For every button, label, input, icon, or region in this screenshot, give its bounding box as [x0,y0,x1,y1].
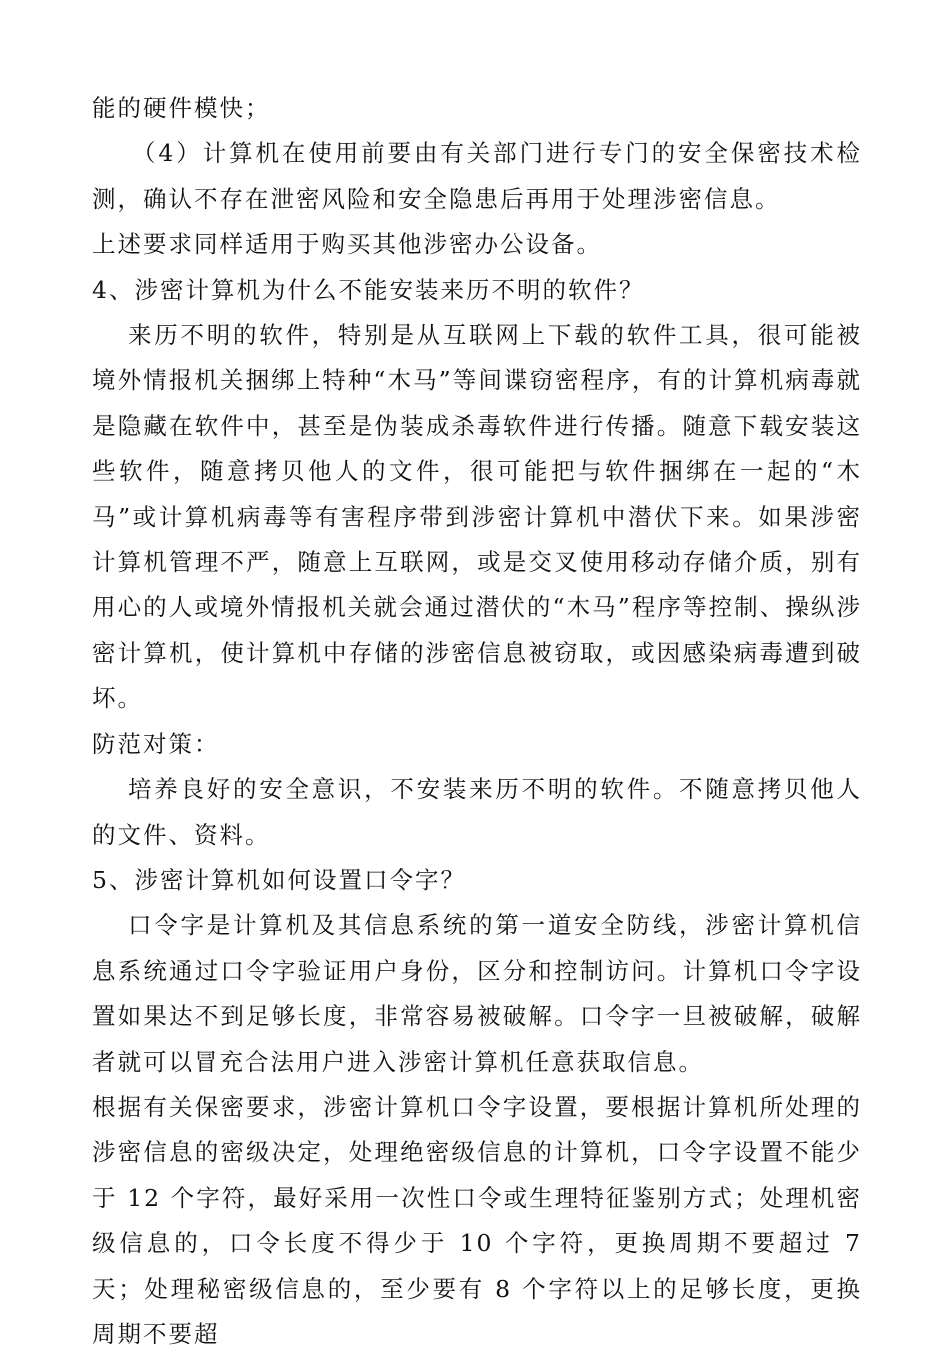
section-heading-4: 4、涉密计算机为什么不能安装来历不明的软件？ [92,275,645,304]
section-heading-5: 5、涉密计算机如何设置口令字？ [92,865,466,894]
paragraph-unknown-software-risk: 来历不明的软件，特别是从互联网上下载的软件工具，很可能被境外情报机关捆绑上特种“木马”等间谍窃密程序，有的计算机病毒就是隐藏在软件中，甚至是伪装成杀毒软件进行传播。随意下载安装这些软件，随意拷贝他人的文件，很可能把与软件捆绑在一起的“木马”或计算机病毒等有害程序带到涉密计算机中潜伏下来。如果涉密计算机管理不严，随意上互联网，或是交叉使用移动存储介质，别有用心的人或境外情报机关就会通过潜伏的“木马”程序等控制、操纵涉密计算机，使计算机中存储的涉密信息被窃取，或因感染病毒遭到破坏。 [92,321,862,713]
paragraph-countermeasure-text: 培养良好的安全意识，不安装来历不明的软件。不随意拷贝他人的文件、资料。 [92,775,862,849]
subheading-countermeasures: 防范对策： [92,729,220,758]
paragraph-hardware-module: 能的硬件模快； [92,94,271,122]
document-body [92,86,862,1357]
paragraph-password-requirements: 根据有关保密要求，涉密计算机口令字设置，要根据计算机所处理的涉密信息的密级决定，处理绝密级信息的计算机，口令字设置不能少于 12 个字符，最好采用一次性口令或生理特征鉴别方式；处理机密级信息的，口令长度不得少于 10 个字符，更换周期不要超过 7 天；处理秘密级信息的，至少要有 8 个字符以上的足够长度，更换周期不要超 [92,1092,862,1348]
paragraph-security-check: （4）计算机在使用前要由有关部门进行专门的安全保密技术检测，确认不存在泄密风险和安全隐患后再用于处理涉密信息。 [92,139,862,213]
paragraph-password-intro: 口令字是计算机及其信息系统的第一道安全防线，涉密计算机信息系统通过口令字验证用户身份，区分和控制访问。计算机口令字设置如果达不到足够长度，非常容易被破解。口令字一旦被破解，破解者就可以冒充合法用户进入涉密计算机任意获取信息。 [92,911,862,1076]
paragraph-applies-to-equipment: 上述要求同样适用于购买其他涉密办公设备。 [92,230,602,259]
